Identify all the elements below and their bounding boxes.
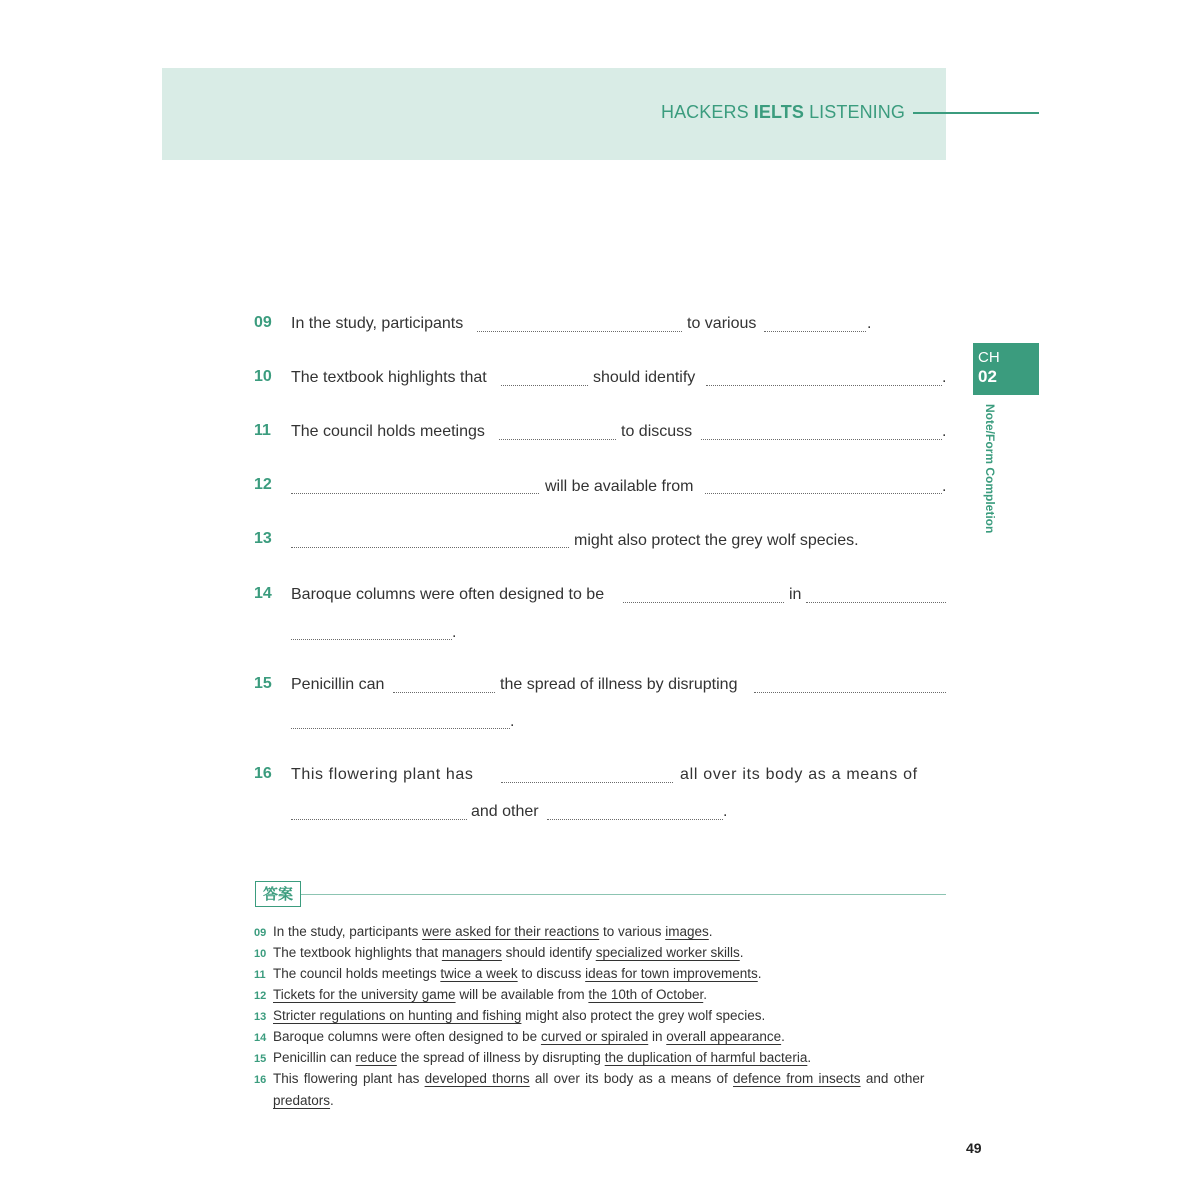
question-number-09: 09 [254,314,272,331]
answer-row-12: 12 Tickets for the university game will be available from the 10th of October. [254,987,707,1002]
answer-blank[interactable] [291,547,569,548]
answers-heading: 答案 [255,881,301,907]
question-09-text-a: In the study, participants [291,315,464,332]
answer-row-16: 16 This flowering plant has developed thorns all over its body as a means of defence from insects and other [254,1071,925,1086]
answer-blank[interactable] [477,331,682,332]
question-15-text-b: the spread of illness by disrupting [500,676,738,693]
answer-number: 10 [254,948,267,960]
question-11-text-b: to discuss [621,423,693,440]
chapter-label: CH [978,349,1000,366]
answer-blank[interactable] [291,639,452,640]
answer-blank[interactable] [806,602,946,603]
answer-number: 12 [254,990,267,1002]
answer-blank[interactable] [501,782,673,783]
page-number: 49 [966,1140,982,1156]
header-rule [913,112,1039,114]
answer-number: 15 [254,1053,267,1065]
answer-blank[interactable] [291,493,539,494]
question-09-end: . [867,315,872,332]
question-10-text-a: The textbook highlights that [291,369,487,386]
answer-row-11: 11 The council holds meetings twice a week to discuss ideas for town improvements. [254,966,762,981]
answer-blank[interactable] [393,692,495,693]
question-12-end: . [942,478,947,495]
chapter-title: Note/Form Completion [983,404,997,534]
answer-row-16-cont: predators. [273,1093,334,1108]
question-number-15: 15 [254,675,272,692]
answer-number: 14 [254,1032,267,1044]
question-number-14: 14 [254,585,272,602]
question-14-text-a: Baroque columns were often designed to be [291,586,605,603]
question-16-end: . [723,803,728,820]
question-12-text-b: will be available from [545,478,694,495]
book-title: HACKERS IELTS LISTENING [660,102,905,122]
question-14-end: . [452,624,457,641]
answer-number: 16 [254,1074,267,1086]
question-number-10: 10 [254,368,272,385]
chapter-tab [973,343,1039,395]
question-13-text-b: might also protect the grey wolf species. [574,532,859,549]
question-14-text-b: in [789,586,802,603]
answer-number: 09 [254,927,267,939]
answer-blank[interactable] [764,331,866,332]
answer-row-14: 14 Baroque columns were often designed to be curved or spiraled in overall appearance. [254,1029,785,1044]
answer-blank[interactable] [623,602,784,603]
question-10-end: . [942,369,947,386]
answer-blank[interactable] [499,439,616,440]
answer-row-13: 13 Stricter regulations on hunting and fishing might also protect the grey wolf species. [254,1008,766,1023]
question-number-11: 11 [254,422,271,439]
answer-row-15: 15 Penicillin can reduce the spread of illness by disrupting the duplication of harmful bacteria. [254,1050,812,1065]
question-11-text-a: The council holds meetings [291,423,485,440]
answer-blank[interactable] [706,385,942,386]
answer-blank[interactable] [291,728,510,729]
question-15-text-a: Penicillin can [291,676,385,693]
question-16-text-a: This flowering plant has [291,766,474,783]
answer-blank[interactable] [501,385,588,386]
answer-blank[interactable] [705,493,942,494]
question-09-text-b: to various [687,315,757,332]
answer-number: 11 [254,969,266,981]
question-16-text-c: and other [471,803,539,820]
question-number-13: 13 [254,530,272,547]
question-number-16: 16 [254,765,272,782]
answer-blank[interactable] [754,692,946,693]
question-11-end: . [942,423,947,440]
answer-row-10: 10 The textbook highlights that managers should identify specialized worker skills. [254,945,744,960]
answer-blank[interactable] [291,819,467,820]
chapter-number: 02 [978,367,997,386]
answer-blank[interactable] [701,439,942,440]
question-number-12: 12 [254,476,272,493]
answer-row-09: 09 In the study, participants were asked for their reactions to various images. [254,924,713,939]
answer-blank[interactable] [547,819,723,820]
question-15-end: . [510,713,515,730]
answers-rule [301,894,946,895]
question-16-text-b: all over its body as a means of [680,766,918,783]
answer-number: 13 [254,1011,267,1023]
question-10-text-b: should identify [593,369,696,386]
